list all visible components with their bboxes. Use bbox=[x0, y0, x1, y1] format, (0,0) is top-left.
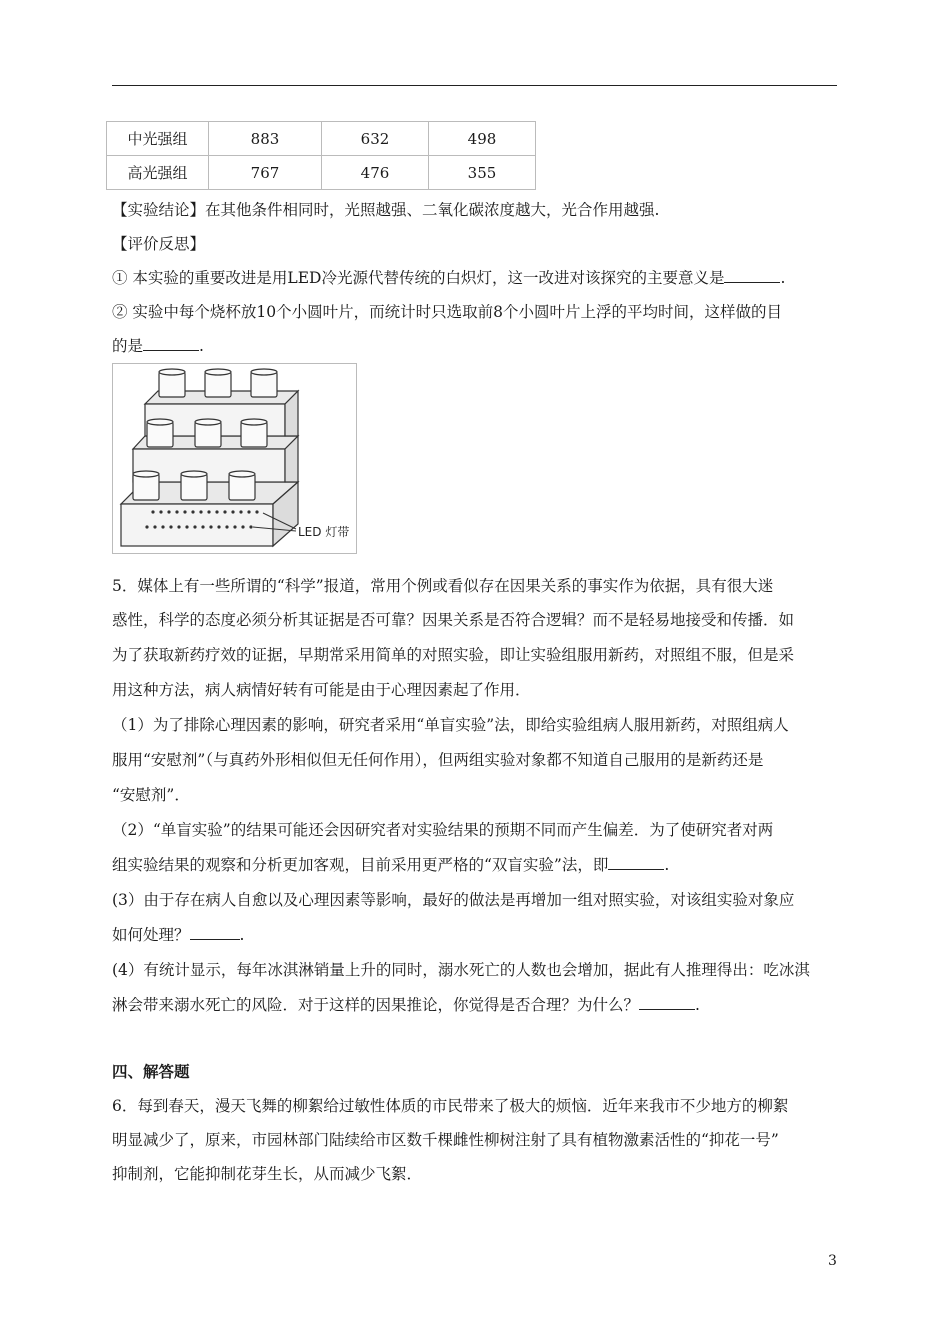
s3-line-1: (3）由于存在病人自愈以及心理因素等影响，最好的做法是再增加一组对照实验，对该组实验对象应 bbox=[112, 891, 795, 909]
table-cell: 632 bbox=[322, 122, 429, 156]
p6-line-1: 6．每到春天，漫天飞舞的柳絮给过敏性体质的市民带来了极大的烦恼．近年来我市不少地方的柳絮 bbox=[112, 1097, 789, 1115]
table-row bbox=[107, 122, 536, 156]
s4-line-1: (4）有统计显示，每年冰淇淋销量上升的同时，溺水死亡的人数也会增加，据此有人推理得出：吃冰淇 bbox=[112, 961, 810, 979]
s3-text: 如何处理？ bbox=[112, 926, 190, 944]
table-cell: 476 bbox=[322, 156, 429, 190]
s1-line-1: （1）为了排除心理因素的影响，研究者采用“单盲实验”法，即给实验组病人服用新药，对照组病人 bbox=[112, 716, 789, 734]
s4-text: 淋会带来溺水死亡的风险．对于这样的因果推论，你觉得是否合理？为什么？ bbox=[112, 996, 640, 1014]
table-cell: 883 bbox=[209, 122, 322, 156]
s2-line-1: （2）“单盲实验”的结果可能还会因研究者对实验结果的预期不同而产生偏差．为了使研究者对两 bbox=[112, 821, 774, 839]
s1-line-3: “安慰剂”． bbox=[112, 786, 190, 804]
results-table bbox=[106, 121, 536, 190]
led-strip-label: LED 灯带 bbox=[298, 525, 350, 539]
answer-blank bbox=[190, 925, 240, 940]
answer-blank bbox=[608, 855, 664, 870]
table-row bbox=[107, 156, 536, 190]
s4-line-2: 淋会带来溺水死亡的风险．对于这样的因果推论，你觉得是否合理？为什么？ . bbox=[112, 996, 700, 1014]
question-2-text: 的是 bbox=[112, 337, 144, 355]
evaluation-heading: 【评价反思】 bbox=[112, 235, 206, 253]
experiment-figure bbox=[112, 363, 357, 554]
led-stand-diagram bbox=[113, 364, 356, 553]
table-cell: 767 bbox=[209, 156, 322, 190]
question-2-line-1: ② 实验中每个烧杯放10个小圆叶片，而统计时只选取前8个小圆叶片上浮的平均时间，这样做的目 bbox=[112, 303, 783, 321]
header-rule bbox=[112, 85, 837, 86]
question-1: ① 本实验的重要改进是用LED冷光源代替传统的白炽灯，这一改进对该探究的主要意义是 . bbox=[112, 269, 786, 287]
table-cell: 498 bbox=[429, 122, 536, 156]
table-cell: 355 bbox=[429, 156, 536, 190]
question-2-line-2: 的是 . bbox=[112, 337, 204, 355]
p5-line-1: 5．媒体上有一些所谓的“科学”报道，常用个例或看似存在因果关系的事实作为依据，具有很大迷 bbox=[112, 577, 774, 595]
p6-line-2: 明显减少了，原来，市园林部门陆续给市区数千棵雌性柳树注射了具有植物激素活性的“抑花一号” bbox=[112, 1131, 779, 1149]
p5-line-4: 用这种方法，病人病情好转有可能是由于心理因素起了作用． bbox=[112, 681, 531, 699]
question-1-text: ① 本实验的重要改进是用LED冷光源代替传统的白炽灯，这一改进对该探究的主要意义是 bbox=[112, 269, 725, 287]
table-cell: 高光强组 bbox=[107, 156, 209, 190]
answer-blank bbox=[639, 995, 695, 1010]
s2-line-2: 组实验结果的观察和分析更加客观，目前采用更严格的“双盲实验”法，即 . bbox=[112, 856, 670, 874]
p5-line-3: 为了获取新药疗效的证据，早期常采用简单的对照实验，即让实验组服用新药，对照组不服，但是采 bbox=[112, 646, 795, 664]
answer-blank bbox=[143, 336, 199, 351]
section-heading: 四、解答题 bbox=[112, 1062, 190, 1081]
answer-blank bbox=[724, 268, 780, 283]
s1-line-2: 服用“安慰剂”（与真药外形相似但无任何作用），但两组实验对象都不知道自己服用的是新药还是 bbox=[112, 751, 764, 769]
s3-line-2: 如何处理？ . bbox=[112, 926, 245, 944]
s2-text: 组实验结果的观察和分析更加客观，目前采用更严格的“双盲实验”法，即 bbox=[112, 856, 609, 874]
conclusion-text: 【实验结论】在其他条件相同时，光照越强、二氧化碳浓度越大，光合作用越强. bbox=[112, 201, 660, 219]
table-cell: 中光强组 bbox=[107, 122, 209, 156]
p5-line-2: 惑性，科学的态度必须分析其证据是否可靠？因果关系是否符合逻辑？而不是轻易地接受和传播．如 bbox=[112, 611, 795, 629]
page-number: 3 bbox=[828, 1253, 837, 1269]
p6-line-3: 抑制剂，它能抑制花芽生长，从而减少飞絮． bbox=[112, 1165, 423, 1183]
